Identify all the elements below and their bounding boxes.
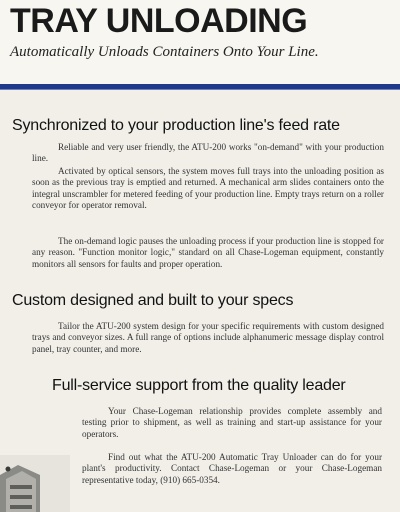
paragraph-support-1: Your Chase-Logeman relationship provides complete assembly and testing prior to shipment, as well as training and start-up assistance for your operators.: [82, 406, 382, 439]
header: [0, 0, 400, 84]
tray-photo-decoration: [0, 455, 70, 512]
page-title: TRAY UNLOADING: [10, 2, 308, 40]
paragraph-sync-2: Activated by optical sensors, the system moves full trays into the unloading position as soon as the previous tray is emptied and returned. A mechanical arm slides containers onto the integral unscrambler for metered feeding of your production line. Empty trays return on a roller conveyor for operator removal.: [32, 166, 384, 211]
header-rule-thin: [0, 89, 400, 90]
paragraph-sync-3: The on-demand logic pauses the unloading process if your production line is stopped for any reason. "Function monitor logic," standard on all Chase-Logeman equipment, constantly monitors all sensors for faults and proper operation.: [32, 236, 384, 269]
paragraph-custom-1: Tailor the ATU-200 system design for your specific requirements with custom designed trays and conveyor sizes. A full range of options include alphanumeric message display control panel, tray counter, and more.: [32, 321, 384, 354]
section-heading-sync: Synchronized to your production line's feed rate: [12, 117, 340, 134]
paragraph-sync-1: Reliable and very user friendly, the ATU-200 works "on-demand" with your production line.: [32, 142, 384, 164]
page-subtitle: Automatically Unloads Containers Onto Your Line.: [10, 44, 319, 60]
section-heading-custom: Custom designed and built to your specs: [12, 292, 294, 309]
paragraph-support-2: Find out what the ATU-200 Automatic Tray Unloader can do for your plant's productivity. Contact Chase-Logeman or your Chase-Logeman representative today, (910) 665-0354.: [82, 452, 382, 485]
section-heading-support: Full-service support from the quality leader: [52, 377, 346, 394]
